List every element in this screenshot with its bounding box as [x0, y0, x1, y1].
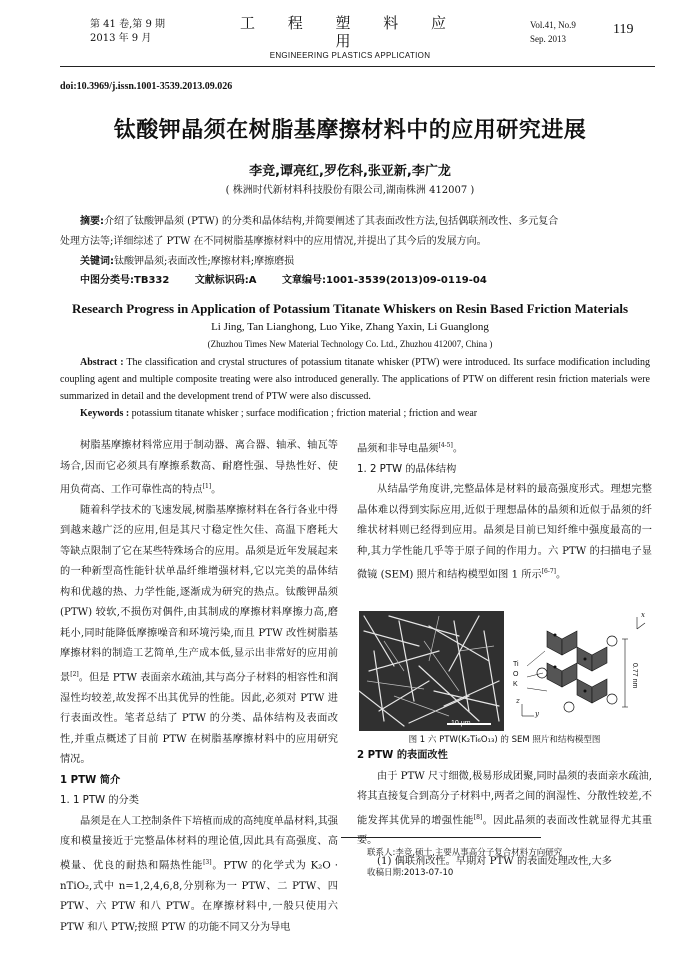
classification-line — [80, 271, 509, 286]
date-cn: 2013 年 9 月 — [90, 33, 152, 44]
axis-z-label: z — [516, 697, 520, 705]
abstract-cn-label: 摘要: — [80, 216, 104, 227]
body-paragraph: 。PTW 的化学式为 K₂O · nTiO₂,式中 n=1,2,4,6,8,分别称为一 PTW、二 PTW、四 PTW、六 PTW 和八 PTW。在摩擦材料中,一般只使用六 PTW 和八 PTW;按照 PTW 的功能不同又分为导电 — [60, 860, 339, 933]
clc-number: 中图分类号:TB332 — [80, 275, 170, 286]
affiliation-en: (Zhuzhou Times New Material Technology Co. Ltd., Zhuzhou 412007, China ) — [207, 339, 493, 349]
citation: [3] — [203, 858, 212, 866]
citation: [2] — [70, 670, 79, 678]
journal-issue-cn — [90, 18, 165, 46]
section-heading: 1 PTW 简介 — [60, 774, 121, 786]
journal-issue-en — [530, 18, 576, 46]
atom-legend — [513, 660, 519, 690]
legend-o: O — [513, 671, 519, 678]
footnote-rule — [341, 837, 541, 838]
volume-en: Vol.41, No.9 — [530, 20, 576, 30]
date-en: Sep. 2013 — [530, 34, 566, 44]
body-paragraph: 随着科学技术的飞速发展,树脂基摩擦材料在各行各业中得到越来越广泛的应用,但是其尺寸稳定性欠佳、高温下磨耗大等缺点限制了它在某些特殊场合的应用。晶须是近年发展起来的一种新型高性能针状单晶纤维增强材料,它以完美的晶体结构和优越的热、力学性能,逐渐成为研究的热点。钛酸钾晶须 (PTW) 较软,不损伤对偶件,由其制成的摩擦材料摩擦力高,磨耗小,同时能降低摩擦噪音和环境污染,而且 PTW 改性树脂基摩擦材料的制造工艺简单,生产成本低,显示出非常好的应用前景 — [60, 504, 338, 684]
cell-dimension: 0.77 nm — [631, 663, 638, 689]
body-paragraph: 由于 PTW 尺寸细微,极易形成团聚,同时晶须的表面亲水疏油,将其直接复合到高分子材料中,两者之间的润湿性、分散性较差,不能发挥其优异的增强性能 — [357, 770, 652, 826]
citation: [4-5] — [438, 442, 453, 449]
journal-name-cn: 工 程 塑 料 应 用 — [239, 14, 461, 50]
sem-photo — [359, 611, 504, 731]
right-column-lower: 2 PTW 的表面改性 由于 PTW 尺寸细微,极易形成团聚,同时晶须的表面亲水疏油,将其直接复合到高分子材料中,两者之间的润湿性、分散性较差,不能发挥其优异的增强性能[8]。因此晶须的表面改性就显得尤其重要。 (1) 偶联剂改性。早期对 PTW 的表面处理改性,大多 — [357, 746, 652, 872]
journal-name — [230, 14, 470, 62]
figure-caption: 图 1 六 PTW(K₂Ti₆O₁₃) 的 SEM 照片和结构模型图 — [408, 735, 601, 745]
body-paragraph: 。但是 PTW 表面亲水疏油,其与高分子材料的相容性和润湿性均较差,故发挥不出其优异的性能。因此,必须对 PTW 进行表面改性。笔者总结了 PTW 的分类、晶体结构及表面改性,并重点概述了目前 PTW 在树脂基摩擦材料中的应用研究情况。 — [60, 672, 339, 766]
page-number: 119 — [613, 22, 634, 37]
citation: [6-7] — [541, 568, 557, 576]
keywords-en: potassium titanate whisker ; surface modification ; friction material ; friction and wear — [129, 408, 478, 419]
title-en: Research Progress in Application of Potassium Titanate Whiskers on Resin Based Friction Materials — [71, 301, 629, 316]
subsection-heading: 1. 1 PTW 的分类 — [60, 795, 139, 807]
sem-whiskers-image — [359, 611, 504, 731]
right-column: 晶须和非导电晶须[4-5]。 1. 2 PTW 的晶体结构 从结晶学角度讲,完整晶体是材料的最高强度形式。理想完整晶体难以得到实际应用,近似于理想晶体的晶须和近似于晶须的纤维状材料则已经得到应用。晶须是目前已知纤维中强度最高的一种,其力学性能几乎等于原子间的作用力。六 PTW 的扫描电子显微镜 (SEM) 照片和结构模型如图 1 所示[6-7]。 — [357, 442, 652, 581]
document-code: 文献标识码:A — [194, 275, 257, 286]
body-paragraph: (1) 偶联剂改性。早期对 PTW 的表面处理改性,大多 — [377, 855, 612, 867]
citation: [8] — [473, 813, 483, 821]
authors-en: Li Jing, Tan Lianghong, Luo Yike, Zhang Yaxin, Li Guanglong — [211, 321, 489, 333]
legend-ti: Ti — [513, 661, 519, 668]
axis-x-label: x — [641, 611, 645, 619]
citation: [1] — [202, 483, 212, 490]
abstract-cn — [60, 212, 650, 272]
received-date: 收稿日期:2013-07-10 — [367, 868, 454, 878]
abstract-cn-text-2: 处理方法等;详细综述了 PTW 在不同树脂基摩擦材料中的应用情况,并提出了其今后的发展方向。 — [60, 236, 487, 247]
authors-cn: 李竞,谭亮红,罗仡科,张亚新,李广龙 — [249, 164, 451, 179]
body-paragraph: 树脂基摩擦材料常应用于制动器、离合器、轴承、轴瓦等场合,因而它必须具有摩擦系数高、耐磨性强、导热性好、使用负荷高、工作可靠性高的特点 — [60, 440, 338, 496]
volume-cn: 第 41 卷,第 9 期 — [90, 19, 165, 30]
body-paragraph: 从结晶学角度讲,完整晶体是材料的最高强度形式。理想完整晶体难以得到实际应用,近似于理想晶体的晶须和近似于晶须的纤维状材料则已经得到应用。晶须是目前已知纤维中强度最高的一种,其力学性能几乎等于原子间的作用力。六 PTW 的扫描电子显微镜 (SEM) 照片和结构模型如图 1 所示 — [357, 484, 652, 581]
article-number: 文章编号:1001-3539(2013)09-0119-04 — [282, 275, 487, 286]
subsection-heading: 1. 2 PTW 的晶体结构 — [357, 463, 457, 475]
body-paragraph: 晶须和非导电晶须 — [357, 443, 439, 455]
keywords-en-label: Keywords : — [80, 408, 130, 419]
contact-info: 联系人:李竞,硕士,主要从事高分子复合材料方向研究 — [367, 848, 563, 858]
figure-1 — [357, 611, 652, 743]
keywords-cn-label: 关键词: — [80, 256, 114, 267]
crystal-structure-model — [507, 611, 652, 731]
abstract-en-label: Abstract : — [80, 357, 124, 368]
abstract-en-text: The classification and crystal structures of potassium titanate whisker (PTW) were introduced. Its surface modification including coupling agent and multiple composite treating were also introduced generally. The applications of PTW on different resin friction materials were summarized in detail and the development trend of PTW were also discussed. — [60, 357, 650, 402]
doi: doi:10.3969/j.issn.1001-3539.2013.09.026 — [60, 81, 233, 92]
scale-bar-label: 10 μm — [451, 720, 471, 727]
legend-k: K — [513, 681, 518, 688]
title-cn: 钛酸钾晶须在树脂基摩擦材料中的应用研究进展 — [113, 118, 587, 143]
abstract-en — [60, 354, 650, 422]
left-column: 树脂基摩擦材料常应用于制动器、离合器、轴承、轴瓦等场合,因而它必须具有摩擦系数高、耐磨性强、导热性好、使用负荷高、工作可靠性高的特点[1]。 随着科学技术的飞速发展,树脂基摩擦材料在各行各业中得到越来越广泛的应用,但是其尺寸稳定性欠佳、高温下磨耗大等缺点限制了它在某些特殊场合的应用。晶须是近年发展起来的一种新型高性能针状单晶纤维增强材料,它以完美的晶体结构和优越的热、力学性能,逐渐成为研究的热点。钛酸钾晶须 (PTW) 较软,不损伤对偶件,由其制成的摩擦材料摩擦力高,磨耗小,同时能降低摩擦噪音和环境污染,而且 PTW 改性树脂基摩擦材料的制造工艺简单,生产成本低,显示出非常好的应用前景[2]。但是 PTW 表面亲水疏油,其与高分子材料的相容性和润湿性均较差,故发挥不出其优异的性能。因此,必须对 PTW 进行表面改性。笔者总结了 PTW 的分类、晶体结构及表面改性,并重点概述了目前 PTW 在树脂基摩擦材料中的应用研究情况。 1 PTW 简介 1. 1 PTW 的分类 晶须是在人工控制条件下培植而成的高纯度单晶材料,其强度和模量接近于完整晶体材料的理论值,因此具有高强度、高模量、优良的耐热和隔热性能[3]。PTW 的化学式为 K₂O · nTiO₂,式中 n=1,2,4,6,8,分别称为一 PTW、二 PTW、四 PTW、六 PTW 和八 PTW。在摩擦材料中,一般只使用六 PTW 和八 PTW;按照 PTW 的功能不同又分为导电 — [60, 440, 339, 933]
axis-y-label: y — [535, 710, 539, 718]
keywords-cn: 钛酸钾晶须;表面改性;摩擦材料;摩擦磨损 — [114, 256, 295, 267]
body-paragraph: 晶须是在人工控制条件下培植而成的高纯度单晶材料,其强度和模量接近于完整晶体材料的理论值,因此具有高强度、高模量、优良的耐热和隔热性能 — [60, 815, 338, 872]
contact-footnote — [357, 843, 652, 883]
section-heading: 2 PTW 的表面改性 — [357, 750, 448, 761]
affiliation-cn: ( 株洲时代新材料科技股份有限公司,湖南株洲 412007 ) — [225, 185, 475, 196]
journal-name-en: ENGINEERING PLASTICS APPLICATION — [269, 51, 431, 60]
header-rule — [60, 66, 655, 67]
abstract-cn-text-1: 介绍了钛酸钾晶须 (PTW) 的分类和晶体结构,并简要阐述了其表面改性方法,包括偶联剂改性、多元复合 — [104, 216, 559, 227]
